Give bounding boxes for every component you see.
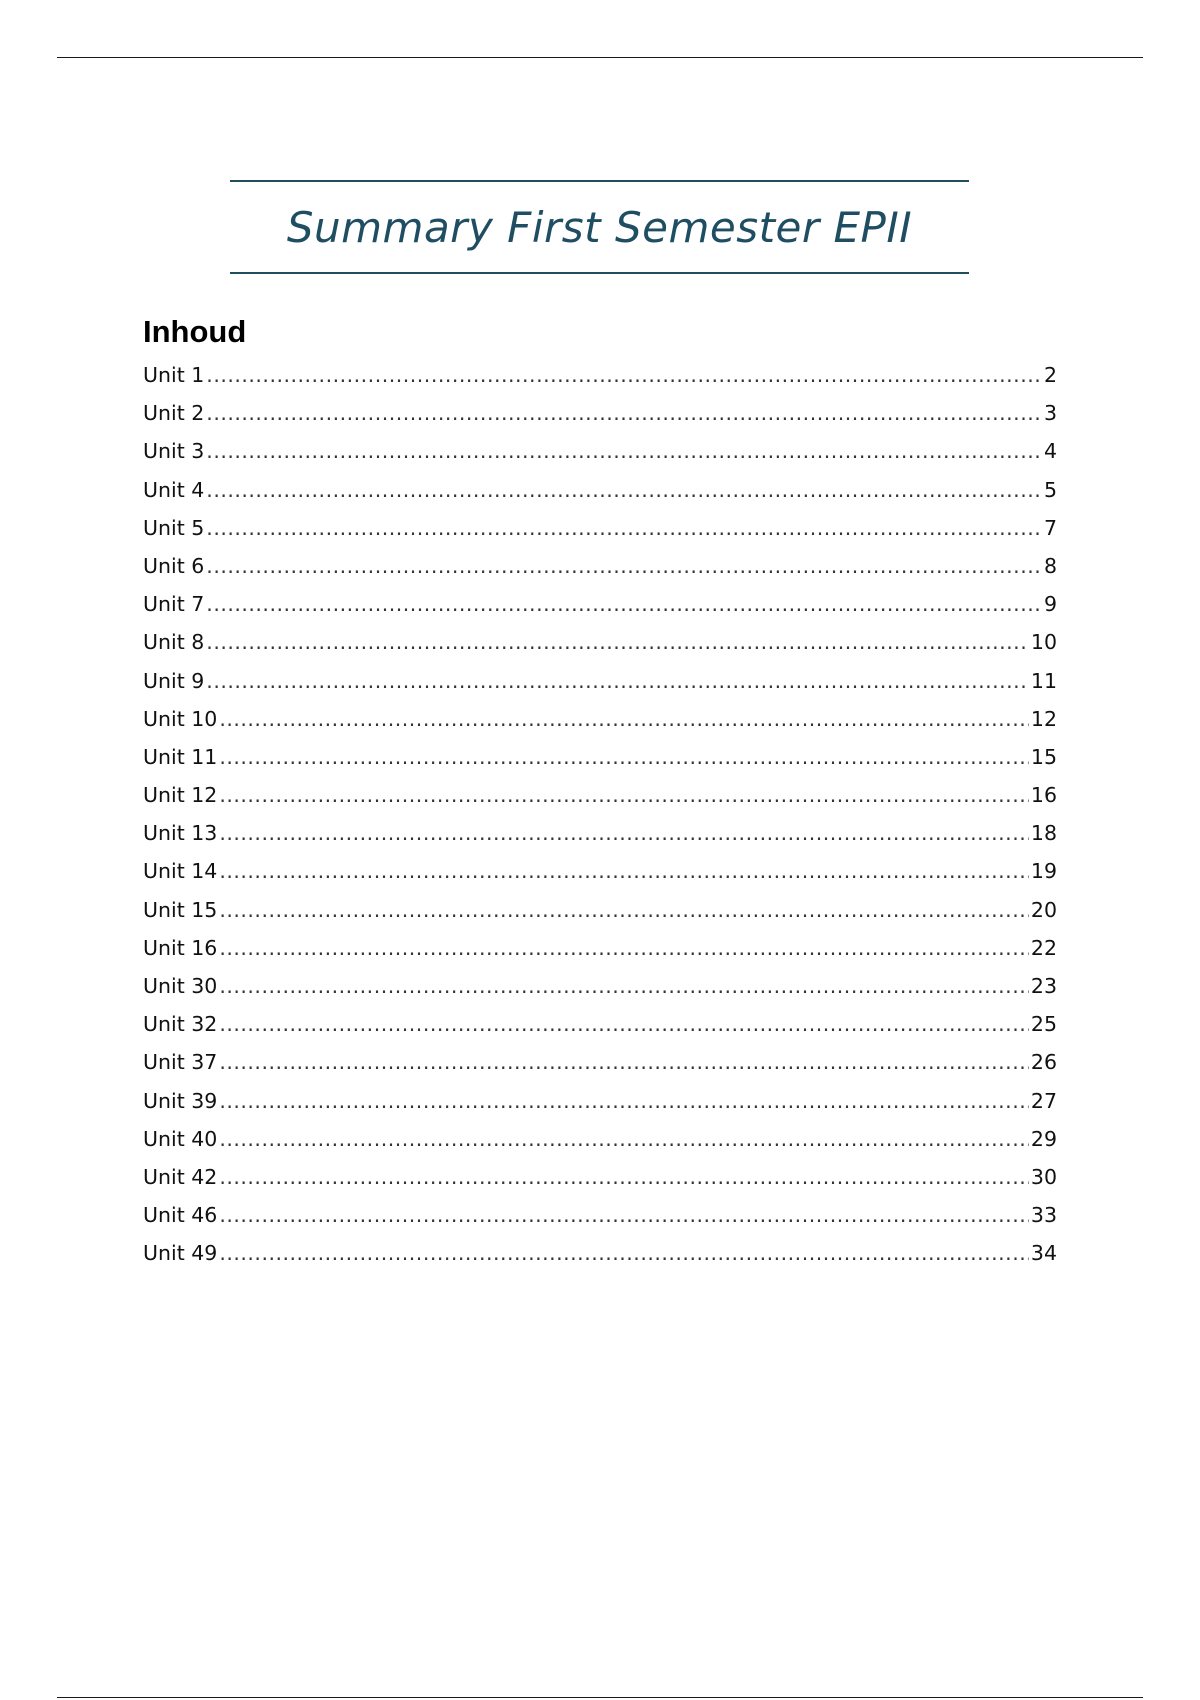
toc-entry-label: Unit 11 — [143, 744, 218, 769]
toc-entry-page: 9 — [1043, 592, 1057, 617]
toc-entry-label: Unit 16 — [143, 935, 218, 960]
toc-entry-label: Unit 12 — [143, 783, 218, 808]
toc-entry-page: 8 — [1043, 553, 1057, 578]
toc-entry[interactable] — [143, 478, 1057, 516]
toc-leader-dots — [219, 1050, 1029, 1074]
toc-entry-label: Unit 32 — [143, 1012, 218, 1037]
toc-entry-label: Unit 13 — [143, 821, 218, 846]
toc-entry-label: Unit 2 — [143, 401, 205, 426]
toc-entry[interactable] — [143, 516, 1057, 554]
toc-leader-dots — [219, 821, 1029, 845]
toc-heading: Inhoud — [143, 314, 247, 349]
toc-entry-page: 29 — [1030, 1126, 1057, 1151]
toc-entry[interactable] — [143, 745, 1057, 783]
toc-entry-label: Unit 40 — [143, 1126, 218, 1151]
toc-leader-dots — [206, 554, 1042, 578]
toc-entry[interactable] — [143, 401, 1057, 439]
toc-entry[interactable] — [143, 554, 1057, 592]
toc-entry-label: Unit 15 — [143, 897, 218, 922]
toc-entry[interactable] — [143, 898, 1057, 936]
toc-entry-page: 20 — [1030, 897, 1057, 922]
toc-entry-label: Unit 9 — [143, 668, 205, 693]
toc-leader-dots — [219, 974, 1029, 998]
toc-entry[interactable] — [143, 1165, 1057, 1203]
toc-leader-dots — [219, 707, 1029, 731]
table-of-contents — [143, 363, 1057, 1280]
toc-leader-dots — [206, 363, 1042, 387]
toc-entry[interactable] — [143, 1241, 1057, 1279]
toc-entry[interactable] — [143, 974, 1057, 1012]
toc-entry-label: Unit 10 — [143, 706, 218, 731]
toc-leader-dots — [219, 1241, 1029, 1265]
toc-entry-page: 23 — [1030, 974, 1057, 998]
toc-leader-dots — [219, 898, 1029, 922]
toc-leader-dots — [219, 1203, 1029, 1227]
toc-entry-page: 34 — [1030, 1241, 1057, 1266]
toc-leader-dots — [219, 859, 1029, 883]
toc-entry-label: Unit 46 — [143, 1203, 218, 1228]
toc-entry-page: 10 — [1030, 630, 1057, 655]
toc-entry-page: 5 — [1043, 477, 1057, 502]
toc-entry[interactable] — [143, 1203, 1057, 1241]
toc-entry-label: Unit 1 — [143, 363, 205, 387]
toc-leader-dots — [206, 516, 1042, 540]
toc-entry-label: Unit 30 — [143, 974, 218, 998]
toc-entry-page: 11 — [1030, 668, 1057, 693]
toc-entry-page: 16 — [1030, 783, 1057, 808]
toc-entry-label: Unit 4 — [143, 477, 205, 502]
document-title: Summary First Semester EPII — [286, 202, 913, 252]
toc-entry[interactable] — [143, 1089, 1057, 1127]
header-rule — [57, 57, 1143, 58]
toc-leader-dots — [219, 1089, 1029, 1113]
toc-entry-label: Unit 14 — [143, 859, 218, 884]
toc-entry[interactable] — [143, 669, 1057, 707]
toc-leader-dots — [219, 1165, 1029, 1189]
toc-entry-page: 27 — [1030, 1088, 1057, 1113]
toc-entry[interactable] — [143, 859, 1057, 897]
toc-leader-dots — [219, 1012, 1029, 1036]
toc-entry[interactable] — [143, 936, 1057, 974]
toc-entry[interactable] — [143, 363, 1057, 401]
toc-entry[interactable] — [143, 821, 1057, 859]
toc-entry-page: 7 — [1043, 515, 1057, 540]
toc-leader-dots — [219, 783, 1029, 807]
toc-entry[interactable] — [143, 707, 1057, 745]
toc-entry[interactable] — [143, 1127, 1057, 1165]
toc-entry-label: Unit 8 — [143, 630, 205, 655]
toc-entry-page: 2 — [1043, 363, 1057, 387]
toc-leader-dots — [206, 478, 1042, 502]
toc-entry-label: Unit 6 — [143, 553, 205, 578]
title-block — [230, 180, 969, 274]
toc-entry-page: 18 — [1030, 821, 1057, 846]
toc-leader-dots — [219, 936, 1029, 960]
toc-leader-dots — [206, 439, 1042, 463]
toc-entry-page: 19 — [1030, 859, 1057, 884]
toc-entry-page: 15 — [1030, 744, 1057, 769]
toc-entry[interactable] — [143, 1012, 1057, 1050]
toc-entry-label: Unit 49 — [143, 1241, 218, 1266]
toc-entry-page: 30 — [1030, 1164, 1057, 1189]
toc-entry[interactable] — [143, 1050, 1057, 1088]
toc-entry-page: 22 — [1030, 935, 1057, 960]
toc-leader-dots — [219, 745, 1029, 769]
toc-entry-page: 12 — [1030, 706, 1057, 731]
toc-entry[interactable] — [143, 592, 1057, 630]
toc-entry-label: Unit 5 — [143, 515, 205, 540]
toc-entry-page: 4 — [1043, 439, 1057, 464]
toc-leader-dots — [219, 1127, 1029, 1151]
toc-leader-dots — [206, 401, 1042, 425]
toc-leader-dots — [206, 669, 1029, 693]
toc-entry[interactable] — [143, 783, 1057, 821]
toc-entry-page: 33 — [1030, 1203, 1057, 1228]
toc-entry-label: Unit 42 — [143, 1164, 218, 1189]
toc-entry-label: Unit 7 — [143, 592, 205, 617]
toc-entry-page: 25 — [1030, 1012, 1057, 1037]
toc-entry[interactable] — [143, 439, 1057, 477]
toc-entry-label: Unit 3 — [143, 439, 205, 464]
footer-rule — [57, 1697, 1143, 1698]
toc-leader-dots — [206, 592, 1042, 616]
toc-entry-label: Unit 39 — [143, 1088, 218, 1113]
toc-entry-page: 26 — [1030, 1050, 1057, 1075]
toc-leader-dots — [206, 630, 1029, 654]
toc-entry-label: Unit 37 — [143, 1050, 218, 1075]
toc-entry[interactable] — [143, 630, 1057, 668]
toc-entry-page: 3 — [1043, 401, 1057, 426]
